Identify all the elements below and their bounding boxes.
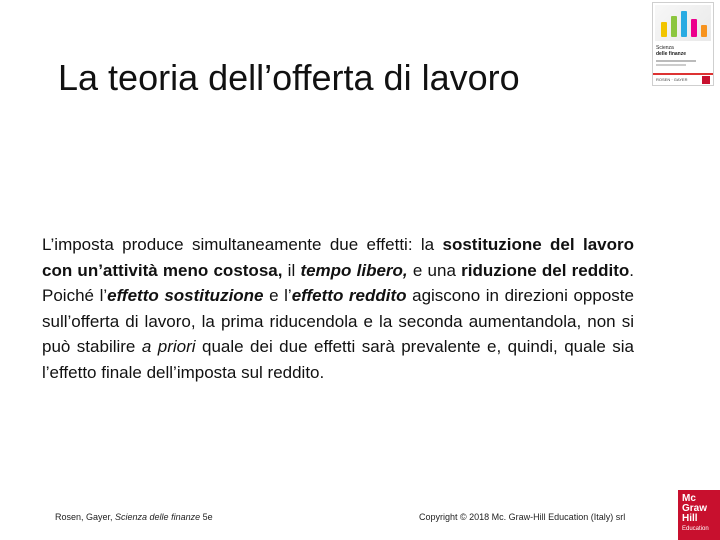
footer-citation-authors: Rosen, Gayer, bbox=[55, 512, 116, 522]
cover-title-line2: delle finanze bbox=[656, 51, 687, 57]
body-text-segment: e una bbox=[407, 260, 462, 280]
cover-art-bar bbox=[671, 16, 677, 37]
cover-publisher-logo bbox=[702, 76, 710, 84]
body-text-segment: effetto reddito bbox=[291, 286, 407, 306]
cover-art-bar bbox=[681, 11, 687, 37]
cover-art-bar bbox=[661, 22, 667, 37]
logo-line-1: Mc bbox=[682, 493, 696, 504]
cover-subtitle-rule-2 bbox=[656, 64, 686, 66]
logo-line-2: Graw bbox=[682, 503, 708, 514]
body-text-segment: . Poiché l’ bbox=[42, 260, 634, 306]
body-text-segment: il bbox=[282, 260, 301, 280]
cover-red-rule bbox=[653, 73, 713, 75]
cover-footer-text: ROSEN · GAYER bbox=[656, 77, 688, 82]
body-text-segment: agiscono in direzioni opposte sull’offerta di lavoro, la prima riducendola e la seconda aumentandola, non si può stabilire bbox=[42, 286, 634, 357]
slide-title: La teoria dell’offerta di lavoro bbox=[58, 57, 520, 98]
cover-art-bar bbox=[701, 25, 707, 37]
body-paragraph bbox=[42, 232, 634, 386]
logo-line-3: Hill bbox=[682, 513, 698, 524]
cover-art-bar bbox=[691, 19, 697, 37]
cover-title-line1: Scienza bbox=[656, 45, 674, 51]
body-text-segment: effetto sostituzione bbox=[107, 286, 264, 306]
body-text-segment: riduzione del reddito bbox=[461, 260, 630, 280]
logo-line-4: Education bbox=[682, 526, 709, 532]
body-text-segment: e l’ bbox=[263, 286, 292, 306]
cover-chart-art bbox=[655, 5, 711, 41]
footer-citation-edition: 5e bbox=[200, 512, 213, 522]
cover-subtitle-rule bbox=[656, 60, 696, 62]
footer-citation bbox=[55, 512, 213, 522]
body-text-segment: tempo libero, bbox=[300, 260, 408, 280]
body-text-segment: quale dei due effetti sarà prevalente e, quindi, quale sia l’effetto finale dell’imposta sul reddito. bbox=[42, 337, 635, 382]
mcgraw-hill-logo bbox=[678, 490, 720, 540]
body-text-segment: a priori bbox=[141, 337, 196, 357]
body-text-segment: L’imposta produce simultaneamente due effetti: la bbox=[42, 235, 443, 254]
book-cover-thumbnail bbox=[652, 2, 714, 86]
body-text-segment: sostituzione del lavoro con un’attività meno costosa, bbox=[42, 235, 634, 280]
footer-copyright: Copyright © 2018 Mc. Graw-Hill Education (Italy) srl bbox=[419, 512, 626, 522]
footer-citation-book-title: Scienza delle finanze bbox=[115, 512, 201, 522]
